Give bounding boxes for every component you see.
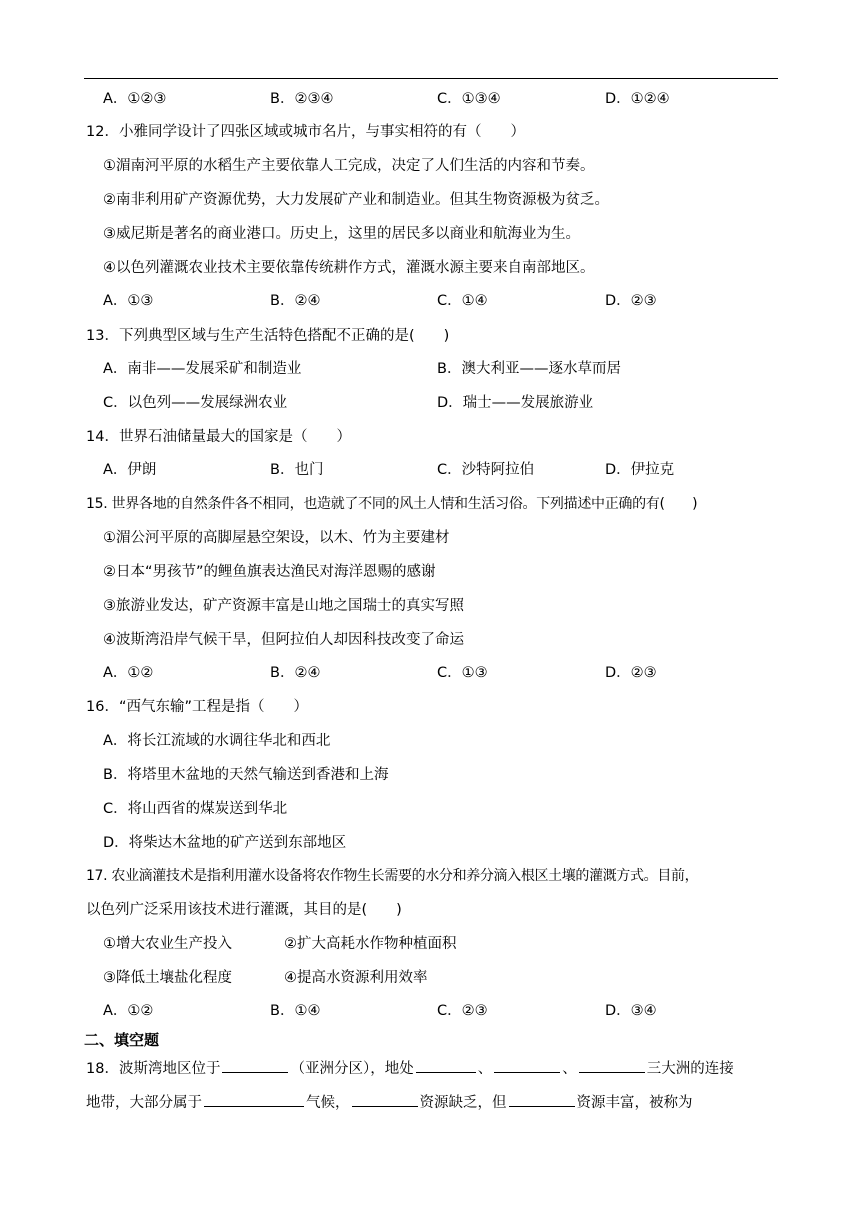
q18-text: 气候， [306,1095,350,1111]
q12-options [103,291,783,311]
option-a[interactable]: A．将长江流域的水调往华北和西北 [103,733,331,749]
option-c[interactable]: C．①③④ [437,91,501,107]
fill-blank[interactable] [494,1058,560,1073]
q17-item-3: ③降低土壤盐化程度 [103,970,232,986]
q17-items-row2 [103,968,783,988]
q17-item-1: ①增大农业生产投入 [103,936,232,952]
option-c[interactable]: C．②③ [437,1003,488,1019]
question-13-stem: 13．下列典型区域与生产生活特色搭配不正确的是( ) [86,328,450,344]
option-c[interactable]: C．将山西省的煤炭送到华北 [103,801,288,817]
q18-text: 三大洲的连接 [646,1061,734,1077]
option-d[interactable]: D．将柴达木盆地的矿产送到东部地区 [103,835,347,851]
question-15-stem: 15. 世界各地的自然条件各不相同，也造就了不同的风土人情和生活习俗。下列描述中正确的有( ) [86,496,698,512]
fill-blank[interactable] [352,1092,418,1107]
question-17-stem-line1: 17. 农业滴灌技术是指利用灌水设备将农作物生长需要的水分和养分滴入根区土壤的灌溉方式。目前， [86,868,699,884]
option-d[interactable]: D．③④ [605,1003,657,1019]
question-18-line2 [86,1092,776,1113]
q17-options [103,1001,783,1021]
q15-item-3: ③旅游业发达，矿产资源丰富是山地之国瑞士的真实写照 [103,598,464,614]
option-c[interactable]: C．沙特阿拉伯 [437,462,535,478]
option-d[interactable]: D．②③ [605,293,657,309]
q18-text: 地带，大部分属于 [86,1095,202,1111]
option-d[interactable]: D．①②④ [605,91,670,107]
question-12-stem: 12．小雅同学设计了四张区域或城市名片，与事实相符的有（ ） [86,124,525,140]
option-a[interactable]: A．伊朗 [103,462,157,478]
option-a[interactable]: A．①③ [103,293,154,309]
q12-item-3: ③威尼斯是著名的商业港口。历史上，这里的居民多以商业和航海业为生。 [103,226,580,242]
option-b[interactable]: B．也门 [270,462,324,478]
q12-item-4: ④以色列灌溉农业技术主要依靠传统耕作方式，灌溉水源主要来自南部地区。 [103,260,595,276]
q18-text: 18．波斯湾地区位于 [86,1061,221,1077]
fill-blank[interactable] [579,1058,645,1073]
question-16-stem: 16．“西气东输”工程是指（ ） [86,699,308,715]
q11-options [103,89,783,109]
option-c[interactable]: C．以色列——发展绿洲农业 [103,395,288,411]
option-b[interactable]: B．澳大利亚——逐水草而居 [437,361,621,377]
fill-blank[interactable] [509,1092,575,1107]
q15-item-4: ④波斯湾沿岸气候干旱，但阿拉伯人却因科技改变了命运 [103,632,464,648]
option-a[interactable]: A．①②③ [103,91,167,107]
option-b[interactable]: B．②③④ [270,91,334,107]
q13-options-row2 [103,393,783,413]
question-18-line1 [86,1058,776,1079]
option-a[interactable]: A．南非——发展采矿和制造业 [103,361,302,377]
q17-item-4: ④提高水资源利用效率 [284,970,428,986]
option-d[interactable]: D．伊拉克 [605,462,675,478]
q13-options-row1 [103,359,783,379]
fill-blank[interactable] [416,1058,476,1073]
q18-text: 、 [477,1061,493,1077]
q18-text: 资源缺乏，但 [419,1095,507,1111]
question-17-stem-line2: 以色列广泛采用该技术进行灌溉，其目的是( ) [86,902,402,918]
q14-options [103,460,783,480]
option-b[interactable]: B．②④ [270,293,321,309]
option-d[interactable]: D．瑞士——发展旅游业 [437,395,594,411]
option-b[interactable]: B．将塔里木盆地的天然气输送到香港和上海 [103,767,389,783]
q18-text: （亚洲分区），地处 [290,1061,414,1077]
question-14-stem: 14．世界石油储量最大的国家是（ ） [86,429,351,445]
q17-items-row1 [103,934,783,954]
q15-item-2: ②日本“男孩节”的鲤鱼旗表达渔民对海洋恩赐的感谢 [103,564,436,580]
q12-item-2: ②南非利用矿产资源优势，大力发展矿产业和制造业。但其生物资源极为贫乏。 [103,192,609,208]
q15-options [103,663,783,683]
header-rule [84,78,778,79]
option-a[interactable]: A．①② [103,1003,154,1019]
fill-blank[interactable] [204,1092,304,1107]
q18-text: 、 [562,1061,577,1077]
q12-item-1: ①湄南河平原的水稻生产主要依靠人工完成，决定了人们生活的内容和节奏。 [103,158,595,174]
option-b[interactable]: B．①④ [270,1003,321,1019]
option-b[interactable]: B．②④ [270,665,321,681]
option-a[interactable]: A．①② [103,665,154,681]
q15-item-1: ①湄公河平原的高脚屋悬空架设，以木、竹为主要建材 [103,530,450,546]
q18-text: 资源丰富，被称为 [576,1095,693,1111]
option-c[interactable]: C．①③ [437,665,488,681]
section-title: 二、填空题 [84,1031,160,1049]
option-c[interactable]: C．①④ [437,293,488,309]
fill-blank[interactable] [222,1058,288,1073]
q17-item-2: ②扩大高耗水作物种植面积 [284,936,457,952]
option-d[interactable]: D．②③ [605,665,657,681]
